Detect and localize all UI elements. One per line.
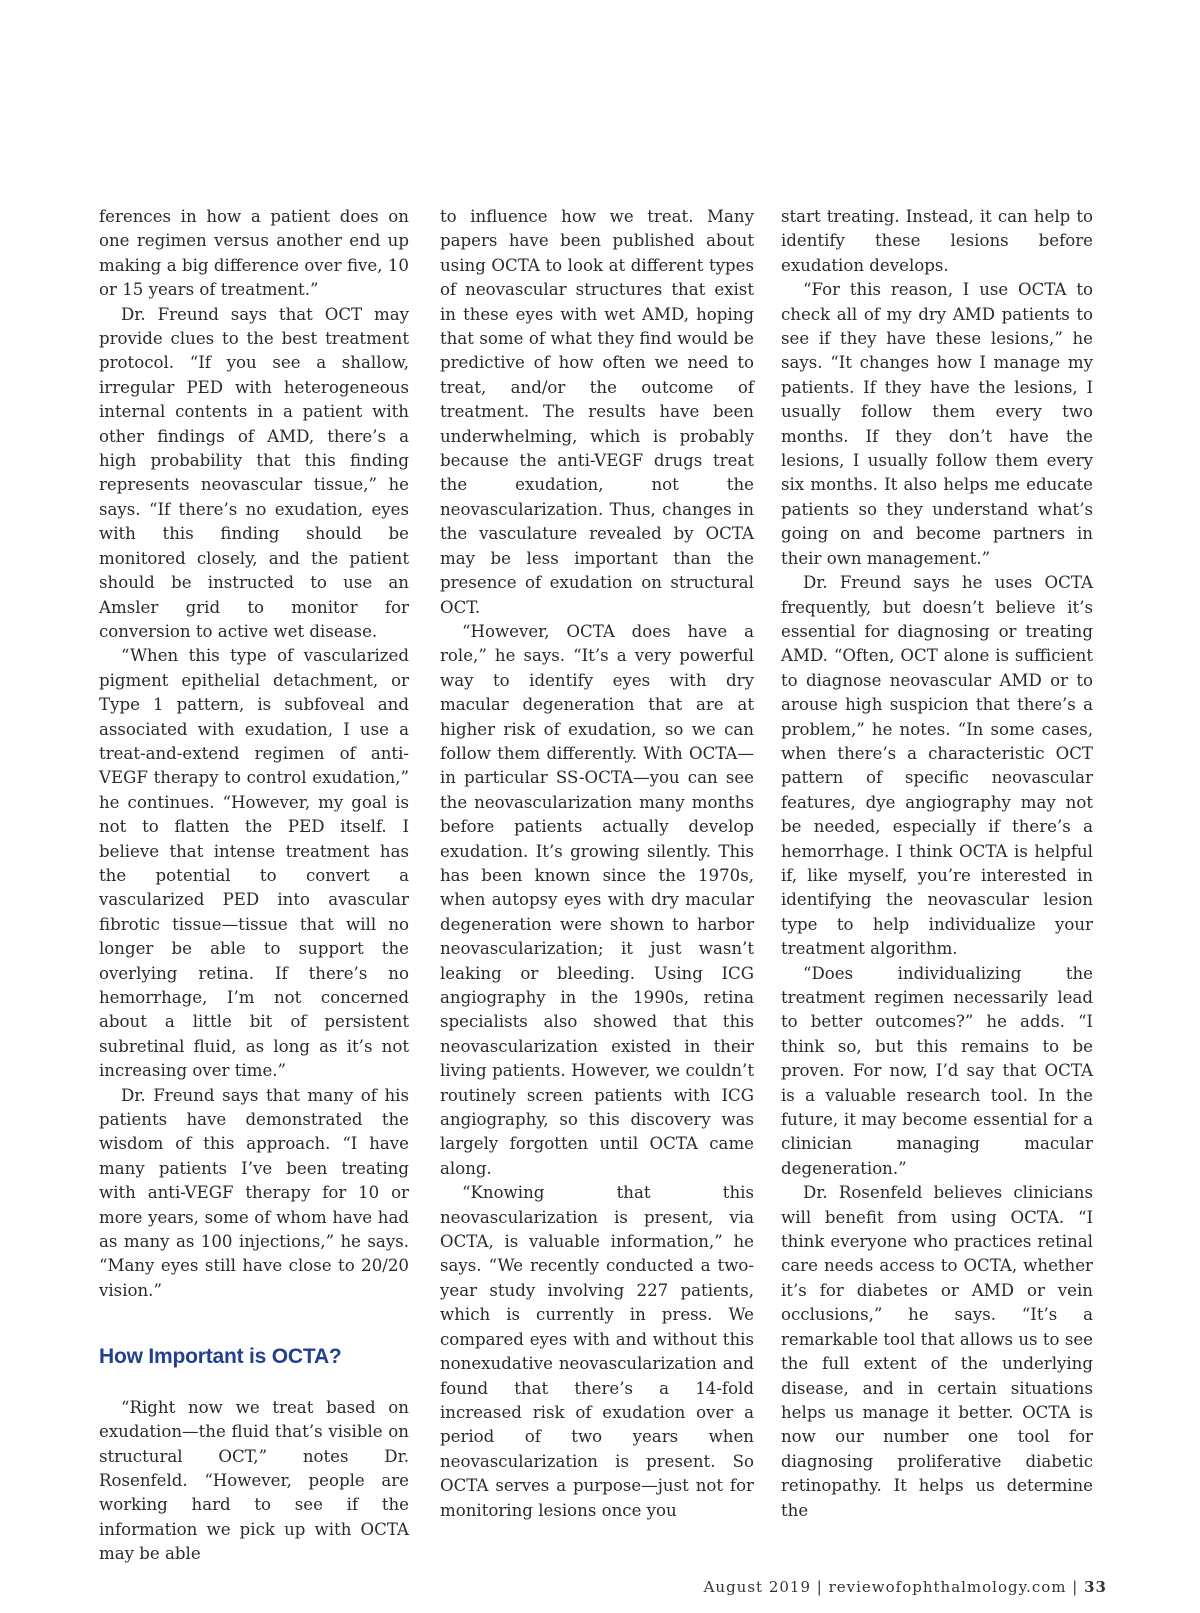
paragraph: “When this type of vascularized pigment epithelial detachment, or Type 1 pattern, is subfoveal and associated with exudation, I use a treat-and-extend regimen of anti-VEGF therapy to control exudation,” he continues. “However, my goal is not to flatten the PED itself. I believe that intense treatment has the potential to convert a vascularized PED into avascular fibrotic tissue—tissue that will no longer be able to support the overlying retina. If there’s no hemorrhage, I’m not concerned about a little bit of persistent subretinal fluid, as long as it’s not increasing over time.” <box>99 646 409 1081</box>
paragraph: “Right now we treat based on exudation—the fluid that’s visible on structural OCT,” notes Dr. Rosenfeld. “However, people are working hard to see if the information we pick up with OCTA may be able <box>99 1397 409 1564</box>
paragraph: “Knowing that this neovascularization is present, via OCTA, is valuable information,” he says. “We recently conducted a two-year study involving 227 patients, which is currently in press. We compared eyes with and without this nonexudative neovascularization and found that there’s a 14-fold increased risk of exudation over a period of two years when neovascularization is present. So OCTA serves a purpose—just not for monitoring lesions once you <box>440 1183 754 1520</box>
text-column-3 <box>781 205 1093 1523</box>
paragraph: Dr. Freund says he uses OCTA frequently, but doesn’t believe it’s essential for diagnosing or treating AMD. “Often, OCT alone is sufficient to diagnose neovascular AMD or to arouse high suspicion that there’s a problem,” he notes. “In some cases, when there’s a characteristic OCT pattern of specific neovascular features, dye angiography may not be needed, especially if there’s a hemorrhage. I think OCTA is helpful if, like myself, you’re interested in identifying the neovascular lesion type to help individualize your treatment algorithm. <box>781 573 1093 959</box>
paragraph: Dr. Freund says that OCT may provide clues to the best treatment protocol. “If you see a shallow, irregular PED with heterogeneous internal contents in a patient with other findings of AMD, there’s a high probability that this finding represents neovascular tissue,” he says. “If there’s no exudation, eyes with this finding should be monitored closely, and the patient should be instructed to use an Amsler grid to monitor for conversion to active wet disease. <box>99 304 409 641</box>
footer-text: August 2019 | reviewofophthalmology.com | <box>703 1578 1085 1596</box>
paragraph: start treating. Instead, it can help to identify these lesions before exudation develops. <box>781 207 1093 275</box>
paragraph: “However, OCTA does have a role,” he says. “It’s a very powerful way to identify eyes with dry macular degeneration that are at higher risk of exudation, so we can follow them differently. With OCTA—in particular SS-OCTA—you can see the neovascularization many months before patients actually develop exudation. It’s growing silently. This has been known since the 1970s, when autopsy eyes with dry macular degeneration were shown to harbor neovascularization; it just wasn’t leaking or bleeding. Using ICG angiography in the 1990s, retina specialists also showed that this neovascularization existed in their living patients. However, we couldn’t routinely screen patients with ICG angiography, so this discovery was largely forgotten until OCTA came along. <box>440 621 754 1178</box>
text-column-2 <box>440 205 754 1523</box>
paragraph: “For this reason, I use OCTA to check all of my dry AMD patients to see if they have these lesions,” he says. “It changes how I manage my patients. If they have the lesions, I usually follow them every two months. If they don’t have the lesions, I usually follow them every six months. It also helps me educate patients so they understand what’s going on and become partners in their own management.” <box>781 280 1093 568</box>
paragraph: to influence how we treat. Many papers have been published about using OCTA to look at different types of neovascular structures that exist in these eyes with wet AMD, hoping that some of what they find would be predictive of how often we need to treat, and/or the outcome of treatment. The results have been underwhelming, which is probably because the anti-VEGF drugs treat the exudation, not the neovascularization. Thus, changes in the vasculature revealed by OCTA may be less important than the presence of exudation on structural OCT. <box>440 207 754 617</box>
text-column-1 <box>99 205 409 1567</box>
page-footer <box>704 1578 1107 1596</box>
paragraph: ferences in how a patient does on one regimen versus another end up making a big difference over five, 10 or 15 years of treatment.” <box>99 207 409 300</box>
paragraph: “Does individualizing the treatment regimen necessarily lead to better outcomes?” he adds. “I think so, but this remains to be proven. For now, I’d say that OCTA is a valuable research tool. In the future, it may become essential for a clinician managing macular degeneration.” <box>781 963 1093 1178</box>
section-heading: How Important is OCTA? <box>99 1345 342 1369</box>
paragraph: Dr. Freund says that many of his patients have demonstrated the wisdom of this approach. “I have many patients I’ve been treating with anti-VEGF therapy for 10 or more years, some of whom have had as many as 100 injections,” he says. “Many eyes still have close to 20/20 vision.” <box>99 1085 409 1300</box>
page-number: 33 <box>1084 1578 1107 1596</box>
paragraph: Dr. Rosenfeld believes clinicians will benefit from using OCTA. “I think everyone who practices retinal care needs access to OCTA, whether it’s for diabetes or AMD or vein occlusions,” he says. “It’s a remarkable tool that allows us to see the full extent of the underlying disease, and in certain situations helps us manage it better. OCTA is now our number one tool for diagnosing proliferative diabetic retinopathy. It helps us determine the <box>781 1183 1093 1520</box>
